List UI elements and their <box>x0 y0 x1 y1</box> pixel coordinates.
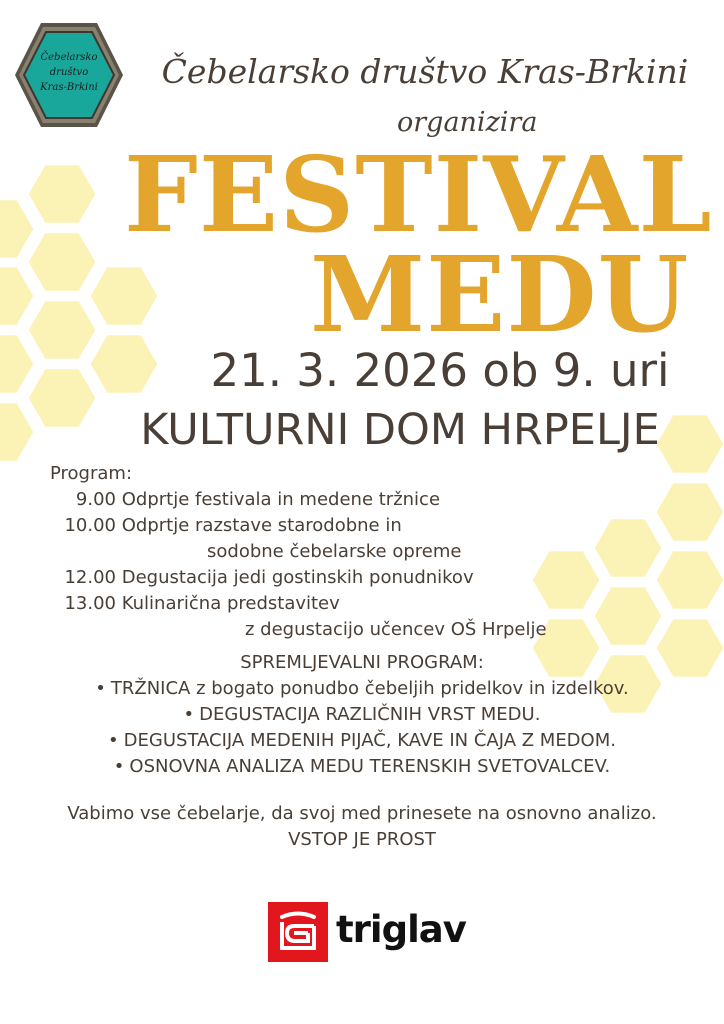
invitation <box>0 801 724 853</box>
side-program-text: DEGUSTACIJA RAZLIČNIH VRST MEDU. <box>199 704 541 725</box>
bullet-icon: • <box>95 678 106 699</box>
side-program-item <box>0 728 724 754</box>
program-item <box>50 513 690 539</box>
logo-line: društvo <box>49 67 89 78</box>
logo-line: Kras-Brkini <box>40 82 98 93</box>
title-medu: MEDU <box>310 233 690 356</box>
program-time: 12.00 <box>64 567 116 588</box>
program-text: Degustacija jedi gostinskih ponudnikov <box>121 567 474 588</box>
program-item <box>50 487 690 513</box>
honeycomb-cell <box>0 266 35 327</box>
honeycomb-cell <box>0 402 35 463</box>
honeycomb-cell <box>0 199 35 260</box>
logo-text <box>14 50 124 95</box>
program-time: 10.00 <box>64 515 116 536</box>
side-program-section <box>0 650 724 780</box>
program-time: 13.00 <box>64 593 116 614</box>
honeycomb-cell <box>0 334 35 395</box>
program-text: Odprtje razstave starodobne in <box>121 515 402 536</box>
honeycomb-cell <box>27 232 97 293</box>
program-text: Kulinarična predstavitev <box>121 593 340 614</box>
honeycomb-cell <box>27 368 97 429</box>
program-text: Odprtje festivala in medene tržnice <box>121 489 441 510</box>
honeycomb-cell <box>89 266 159 327</box>
sponsor-logo <box>268 902 468 962</box>
side-program-item <box>0 676 724 702</box>
event-datetime: 21. 3. 2026 ob 9. uri <box>210 344 670 397</box>
bullet-icon: • <box>108 730 119 751</box>
program-section <box>50 461 690 643</box>
event-venue: KULTURNI DOM HRPELJE <box>140 405 660 455</box>
sponsor-name: triglav <box>336 908 466 951</box>
honeycomb-cell <box>27 164 97 225</box>
bullet-icon: • <box>183 704 195 725</box>
invite-text: Vabimo vse čebelarje, da svoj med prinesete na osnovno analizo. <box>67 803 657 824</box>
honeycomb-cell <box>27 300 97 361</box>
side-program-text: TRŽNICA z bogato ponudbo čebeljih pridelkov in izdelkov. <box>110 678 629 699</box>
side-program-heading: SPREMLJEVALNI PROGRAM: <box>240 652 484 673</box>
organizer-name: Čebelarsko društvo Kras-Brkini <box>161 52 689 91</box>
program-item <box>50 591 690 617</box>
title-festival: FESTIVAL <box>124 133 713 256</box>
program-item <box>50 565 690 591</box>
honeycomb-cell <box>89 334 159 395</box>
side-program-item <box>0 702 724 728</box>
society-logo <box>14 20 124 130</box>
side-program-text: DEGUSTACIJA MEDENIH PIJAČ, KAVE IN ČAJA Z MEDOM. <box>123 730 616 751</box>
program-text-continuation: sodobne čebelarske opreme <box>207 541 462 562</box>
organizes-label: organizira <box>397 107 538 138</box>
triglav-mark-icon <box>268 902 328 962</box>
program-time: 9.00 <box>75 489 116 510</box>
program-heading: Program: <box>50 463 133 484</box>
program-text-continuation: z degustacijo učencev OŠ Hrpelje <box>245 619 547 640</box>
logo-line: Čebelarsko <box>40 52 98 63</box>
side-program-item <box>0 754 724 780</box>
side-program-text: OSNOVNA ANALIZA MEDU TERENSKIH SVETOVALCEV. <box>129 756 611 777</box>
entry-free-text: VSTOP JE PROST <box>288 829 436 850</box>
bullet-icon: • <box>113 756 125 777</box>
